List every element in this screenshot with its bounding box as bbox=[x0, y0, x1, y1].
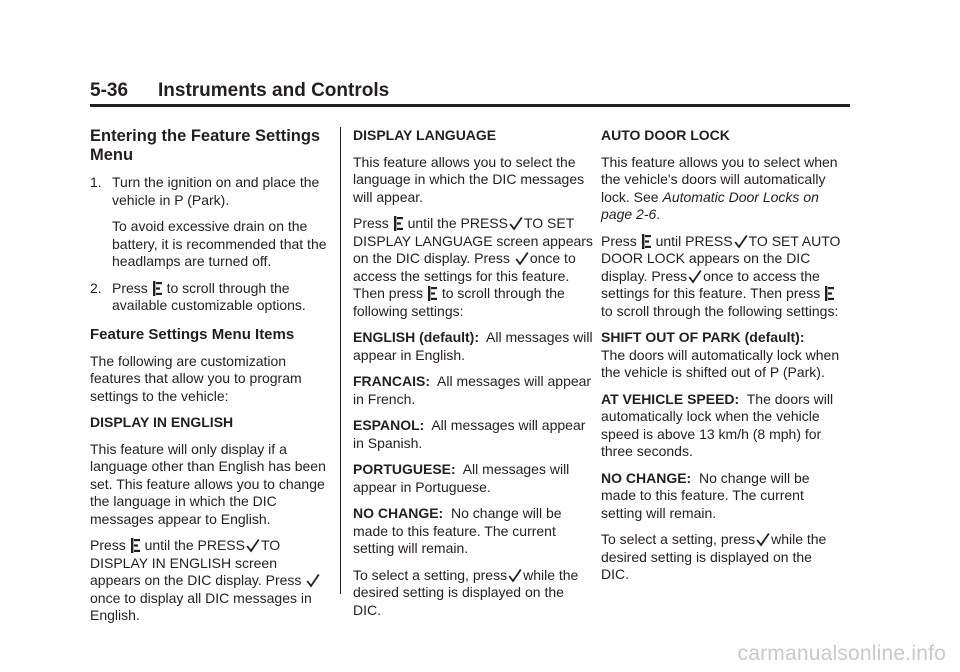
instr-text: until the PRESS bbox=[144, 537, 245, 553]
display-english-instructions bbox=[90, 537, 328, 625]
instr-text: until PRESS bbox=[655, 232, 733, 249]
auto-door-lock-instructions bbox=[601, 233, 841, 321]
heading-menu-items: Feature Settings Menu Items bbox=[90, 325, 295, 343]
column-divider bbox=[340, 127, 341, 594]
body-text: This feature allows you to select when the vehicle's doors will automatically lock. See bbox=[601, 153, 838, 205]
option-text: All messages will appear in French. bbox=[353, 373, 592, 407]
option-text: All messages will appear in Portuguese. bbox=[353, 461, 570, 495]
menu-button-icon bbox=[428, 286, 437, 301]
instr-text: until the PRESS bbox=[407, 215, 508, 231]
step-2-body bbox=[112, 280, 328, 315]
heading-entering-menu: Entering the Feature Settings Menu bbox=[90, 127, 321, 164]
instr-text: to scroll through the following settings: bbox=[601, 302, 839, 319]
instr-text: Press bbox=[601, 232, 637, 249]
option-text: All messages will appear in English. bbox=[353, 329, 593, 363]
option-label: ESPANOL: bbox=[353, 417, 425, 433]
instr-text: to scroll through the following settings: bbox=[353, 285, 565, 319]
menu-button-icon bbox=[394, 216, 403, 231]
option-no-change bbox=[353, 505, 593, 558]
option-no-change bbox=[601, 470, 841, 523]
instr-text: To select a setting, press bbox=[601, 531, 756, 547]
option-espanol bbox=[353, 417, 593, 452]
option-text: The doors will automatically lock when the vehicle is shifted out of P (Park). bbox=[601, 346, 840, 380]
option-text: The doors will automatically lock when the vehicle speed is above 13 km/h (8 mph) for three seconds. bbox=[601, 390, 834, 459]
checkmark-icon bbox=[508, 568, 522, 583]
step-2-text-b: to scroll through the available customizable options. bbox=[112, 279, 306, 313]
step-1-note: To avoid excessive drain on the battery, it is recommended that the headlamps are turned off. bbox=[112, 218, 327, 269]
step-2-text-a: Press bbox=[112, 279, 148, 296]
menu-items-intro: The following are customization features that allow you to program settings to the vehicle: bbox=[90, 352, 302, 404]
step-1-number: 1. bbox=[90, 174, 102, 190]
option-english bbox=[353, 329, 593, 364]
checkmark-icon bbox=[509, 216, 523, 231]
option-text: All messages will appear in Spanish. bbox=[353, 417, 586, 451]
option-label: NO CHANGE: bbox=[601, 469, 692, 486]
menu-button-icon bbox=[825, 286, 834, 301]
watermark: carmanualsonline.info bbox=[737, 642, 946, 665]
option-portuguese bbox=[353, 461, 593, 496]
select-setting-instructions bbox=[601, 531, 841, 584]
auto-door-lock-text bbox=[601, 154, 841, 224]
option-label: SHIFT OUT OF PARK (default): bbox=[601, 329, 805, 345]
step-1-text: Turn the ignition on and place the vehicle in P (Park). bbox=[112, 174, 320, 208]
display-english-title: DISPLAY IN ENGLISH bbox=[90, 414, 234, 430]
checkmark-icon bbox=[515, 251, 529, 266]
menu-button-icon bbox=[131, 538, 140, 553]
instr-text: once to display all DIC messages in English. bbox=[90, 589, 312, 623]
cross-reference-link[interactable]: Automatic Door Locks on page 2-6 bbox=[601, 188, 819, 222]
display-language-title: DISPLAY LANGUAGE bbox=[353, 127, 497, 143]
auto-door-lock-title: AUTO DOOR LOCK bbox=[601, 127, 730, 143]
menu-button-icon bbox=[642, 234, 651, 249]
option-label: ENGLISH (default): bbox=[353, 329, 479, 345]
display-english-text: This feature will only display if a language other than English has been set. This feature allows you to change the language in which the DIC messages appear to English. bbox=[90, 440, 326, 527]
column-3 bbox=[601, 127, 841, 593]
display-language-instructions bbox=[353, 215, 593, 320]
page-header bbox=[90, 80, 850, 107]
checkmark-icon bbox=[246, 538, 260, 553]
option-shift-out-of-park bbox=[601, 329, 841, 382]
instr-text: once to access the settings for this feature. Then press bbox=[601, 267, 821, 301]
column-2 bbox=[353, 127, 593, 628]
instr-text: Press bbox=[90, 537, 126, 553]
instr-text: TO SET AUTO DOOR LOCK appears on the DIC display. Press bbox=[601, 232, 841, 284]
checkmark-icon bbox=[688, 269, 702, 284]
section-title: Instruments and Controls bbox=[158, 80, 390, 101]
page-number: 5-36 bbox=[90, 80, 129, 101]
instr-text: TO DISPLAY IN ENGLISH screen appears on the DIC display. Press bbox=[90, 537, 302, 588]
checkmark-icon bbox=[306, 573, 320, 588]
option-label: AT VEHICLE SPEED: bbox=[601, 390, 740, 407]
option-label: FRANCAIS: bbox=[353, 373, 430, 389]
instr-text: TO SET DISPLAY LANGUAGE screen appears on the DIC display. Press bbox=[353, 215, 593, 266]
instr-text: once to access the settings for this feature. Then press bbox=[353, 250, 576, 301]
instr-text: while the desired setting is displayed on the DIC. bbox=[353, 566, 579, 618]
instr-text: To select a setting, press bbox=[353, 566, 508, 583]
checkmark-icon bbox=[756, 532, 770, 547]
instr-text: Press bbox=[353, 215, 389, 231]
step-1 bbox=[90, 174, 328, 209]
select-setting-instructions bbox=[353, 567, 593, 620]
option-label: NO CHANGE: bbox=[353, 505, 444, 521]
step-2-number: 2. bbox=[90, 279, 102, 296]
option-text: No change will be made to this feature. The current setting will remain. bbox=[601, 469, 810, 521]
body-text: . bbox=[656, 206, 661, 222]
column-1 bbox=[90, 127, 328, 634]
step-2 bbox=[90, 280, 328, 315]
display-language-text: This feature allows you to select the language in which the DIC messages will appear. bbox=[353, 153, 585, 205]
checkmark-icon bbox=[734, 234, 748, 249]
menu-button-icon bbox=[153, 281, 162, 296]
option-text: No change will be made to this feature. The current setting will remain. bbox=[353, 505, 562, 556]
option-label: PORTUGUESE: bbox=[353, 461, 456, 477]
option-at-vehicle-speed bbox=[601, 391, 841, 461]
option-francais bbox=[353, 373, 593, 408]
instr-text: while the desired setting is displayed on the DIC. bbox=[601, 531, 827, 582]
